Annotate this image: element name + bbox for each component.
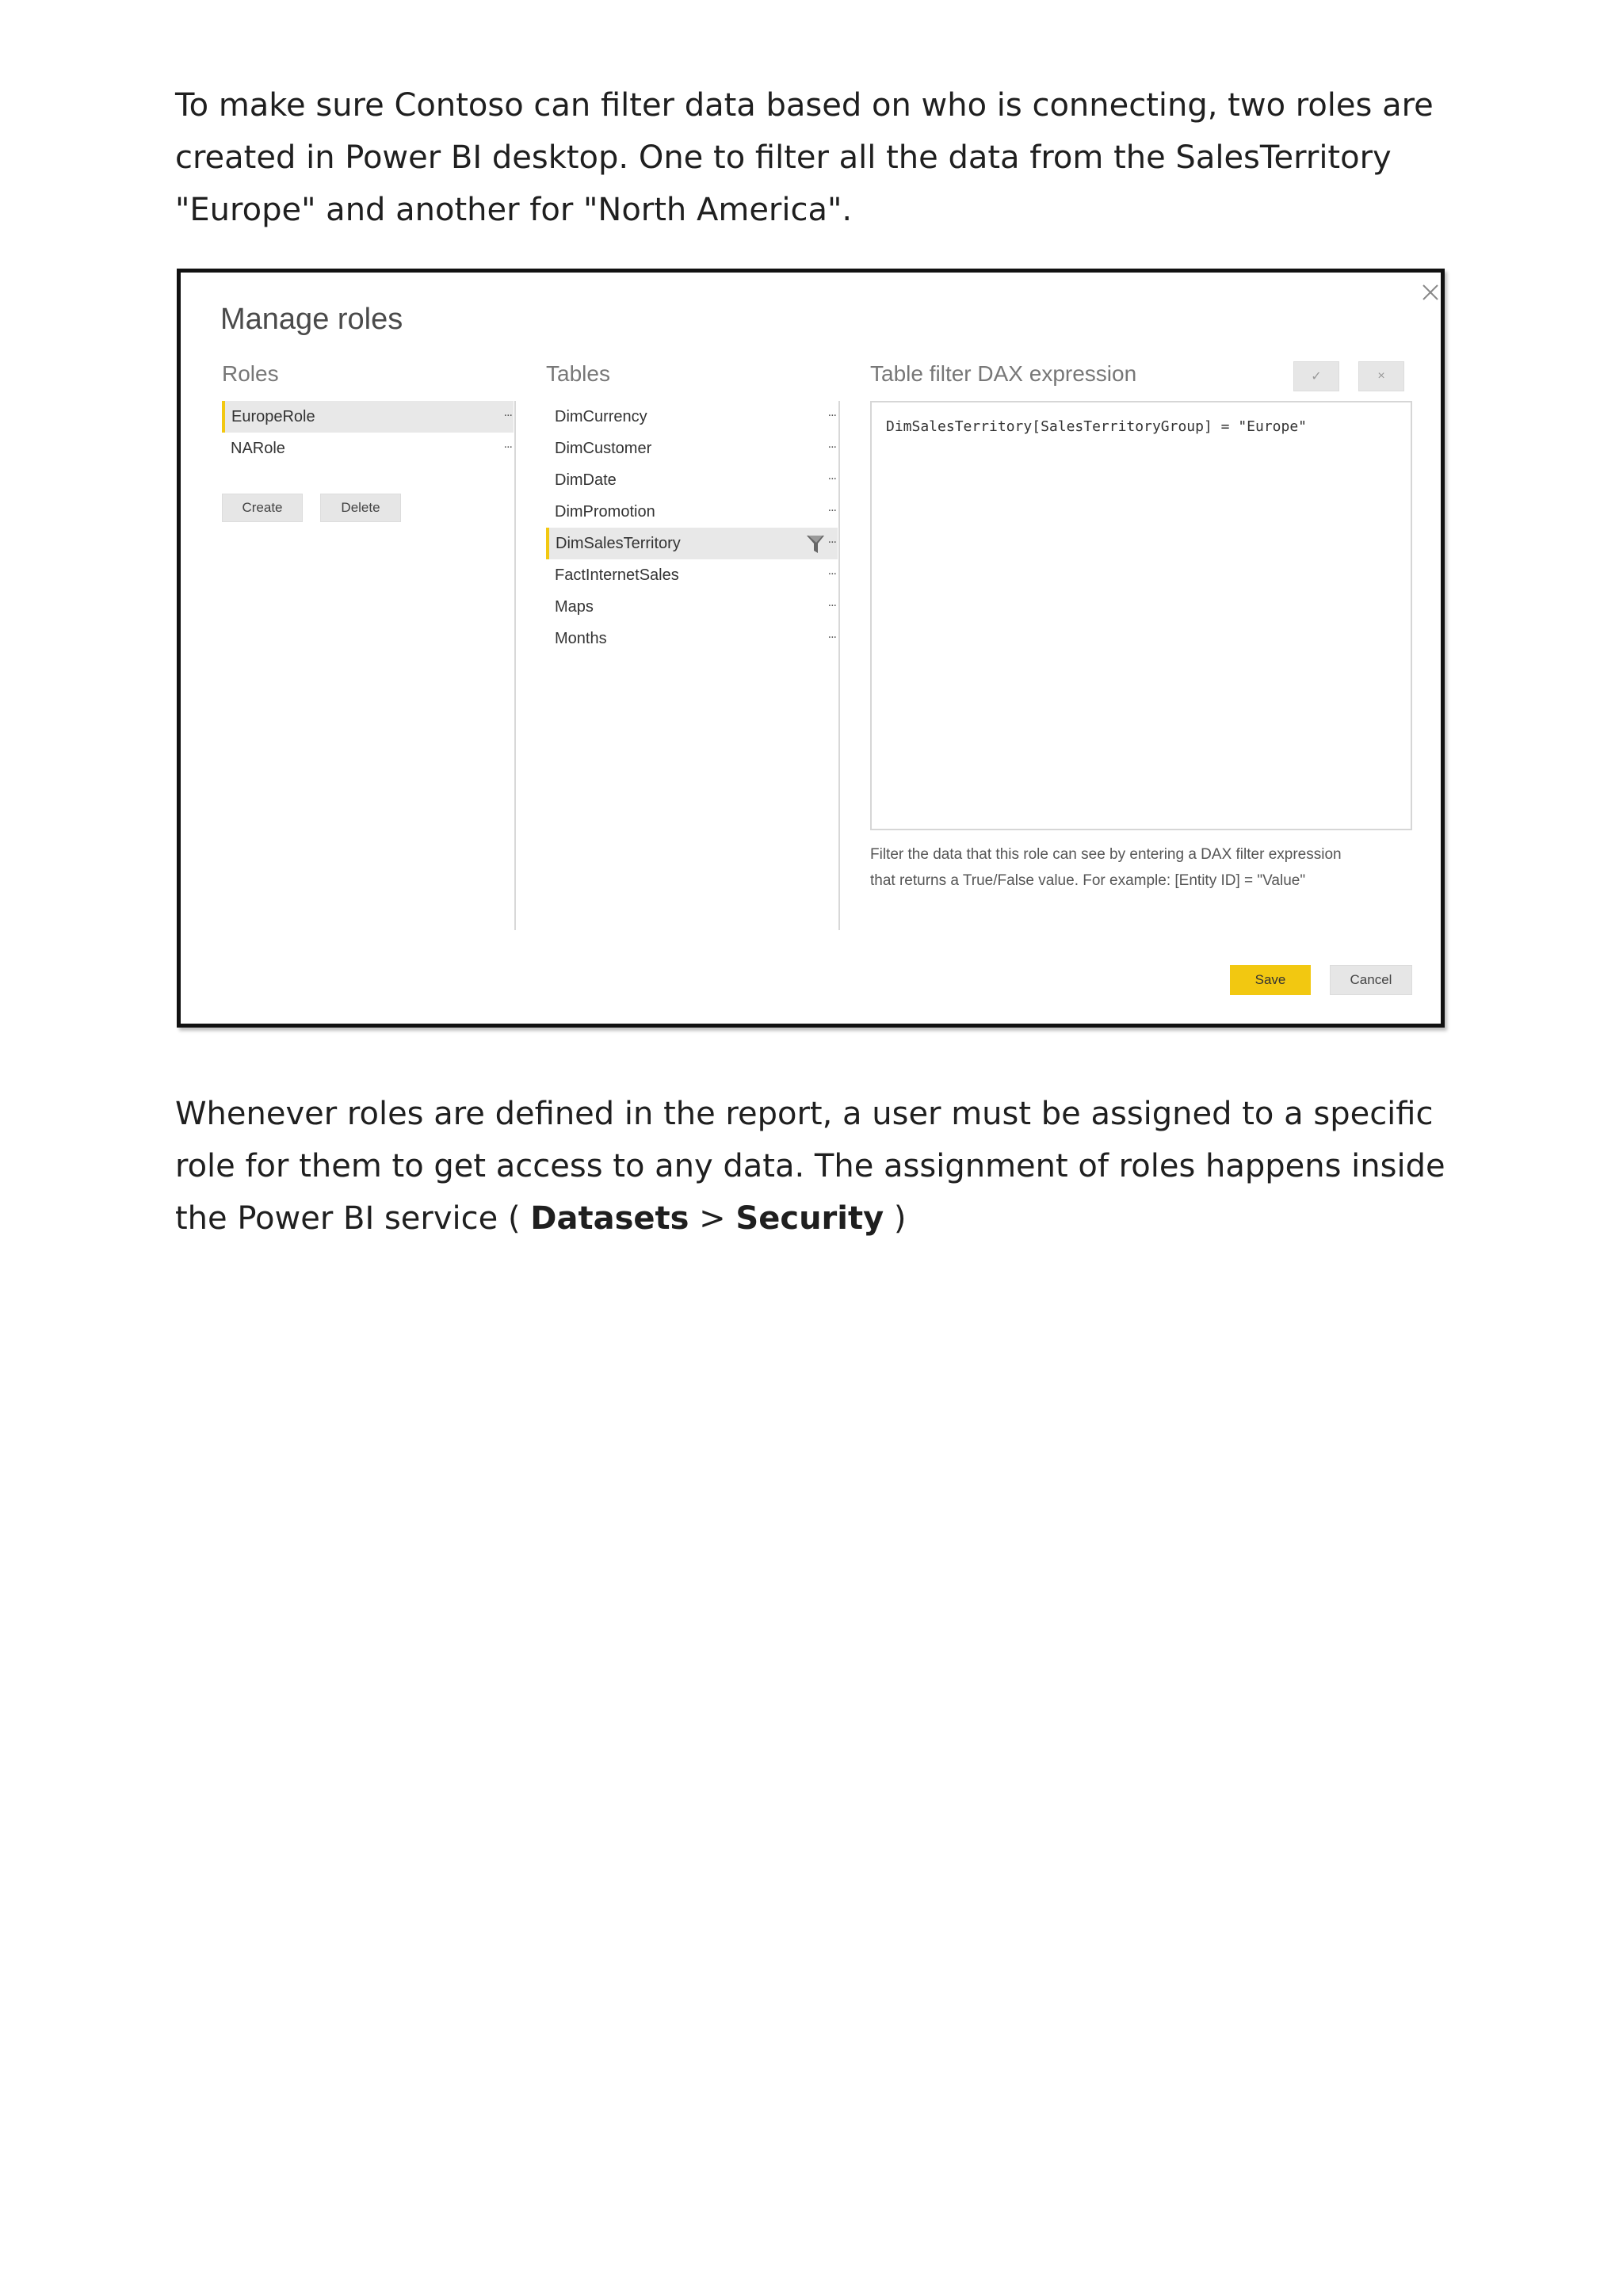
table-item-dimdate[interactable] <box>546 464 838 496</box>
divider <box>514 401 516 930</box>
table-label: DimCustomer <box>555 439 652 457</box>
check-icon[interactable]: ✓ <box>1293 361 1339 391</box>
outro-text-end: ) <box>884 1200 907 1237</box>
tables-header: Tables <box>546 361 610 386</box>
table-item-dimpromotion[interactable] <box>546 496 838 528</box>
table-label: Maps <box>555 597 594 616</box>
cancel-button[interactable]: Cancel <box>1330 965 1412 995</box>
role-label: EuropeRole <box>231 407 315 425</box>
more-icon[interactable]: ... <box>827 627 836 641</box>
security-label: Security <box>735 1200 884 1237</box>
delete-button[interactable]: Delete <box>320 494 401 522</box>
table-label: FactInternetSales <box>555 566 679 584</box>
more-icon[interactable]: ... <box>827 564 836 578</box>
cross-icon[interactable]: × <box>1358 361 1404 391</box>
close-icon[interactable] <box>1419 280 1442 304</box>
more-icon[interactable]: ... <box>503 437 512 451</box>
more-icon[interactable]: ... <box>827 501 836 514</box>
more-icon[interactable]: ... <box>827 406 836 419</box>
table-label: DimDate <box>555 471 617 489</box>
dax-expression-editor[interactable] <box>870 401 1412 830</box>
create-button[interactable]: Create <box>222 494 303 522</box>
save-button[interactable]: Save <box>1230 965 1311 995</box>
role-label: NARole <box>231 439 285 457</box>
dax-expression: DimSalesTerritory[SalesTerritoryGroup] = "Europe" <box>886 418 1308 435</box>
more-icon[interactable]: ... <box>827 437 836 451</box>
table-item-dimcustomer[interactable] <box>546 433 838 464</box>
more-icon[interactable]: ... <box>827 532 836 546</box>
manage-roles-screenshot <box>177 269 1445 1028</box>
table-item-maps[interactable] <box>546 591 838 623</box>
outro-paragraph <box>175 1088 1459 1245</box>
help-line: Filter the data that this role can see by entering a DAX filter expression <box>870 846 1342 863</box>
table-item-months[interactable] <box>546 623 838 654</box>
more-icon[interactable]: ... <box>503 406 512 419</box>
divider <box>838 401 840 930</box>
table-label: DimPromotion <box>555 502 655 521</box>
help-text <box>870 841 1425 894</box>
table-label: DimSalesTerritory <box>556 534 681 552</box>
intro-paragraph: To make sure Contoso can filter data based on who is connecting, two roles are created in Power BI desktop. One to filter all the data from the SalesTerritory "Europe" and another for "North America". <box>175 87 1434 228</box>
table-item-factinternetsales[interactable] <box>546 559 838 591</box>
datasets-label: Datasets <box>530 1200 689 1237</box>
breadcrumb-separator: > <box>689 1200 736 1237</box>
more-icon[interactable]: ... <box>827 596 836 609</box>
dialog-title: Manage roles <box>220 303 403 336</box>
filter-icon <box>806 534 825 555</box>
more-icon[interactable]: ... <box>827 469 836 482</box>
outro-text: Whenever roles are defined in the report, a user must be assigned to a specific role for them to get access to any data. The assignment of roles happens inside the Power BI service ( <box>175 1096 1445 1237</box>
role-item-narole[interactable] <box>222 433 514 464</box>
help-line: that returns a True/False value. For example: [Entity ID] = "Value" <box>870 872 1306 889</box>
table-item-dimsalesterritory[interactable] <box>546 528 838 559</box>
roles-header: Roles <box>222 361 279 386</box>
table-item-dimcurrency[interactable] <box>546 401 838 433</box>
role-item-europerole[interactable] <box>222 401 514 433</box>
table-label: DimCurrency <box>555 407 647 425</box>
table-label: Months <box>555 629 607 647</box>
dax-header: Table filter DAX expression <box>870 361 1137 386</box>
